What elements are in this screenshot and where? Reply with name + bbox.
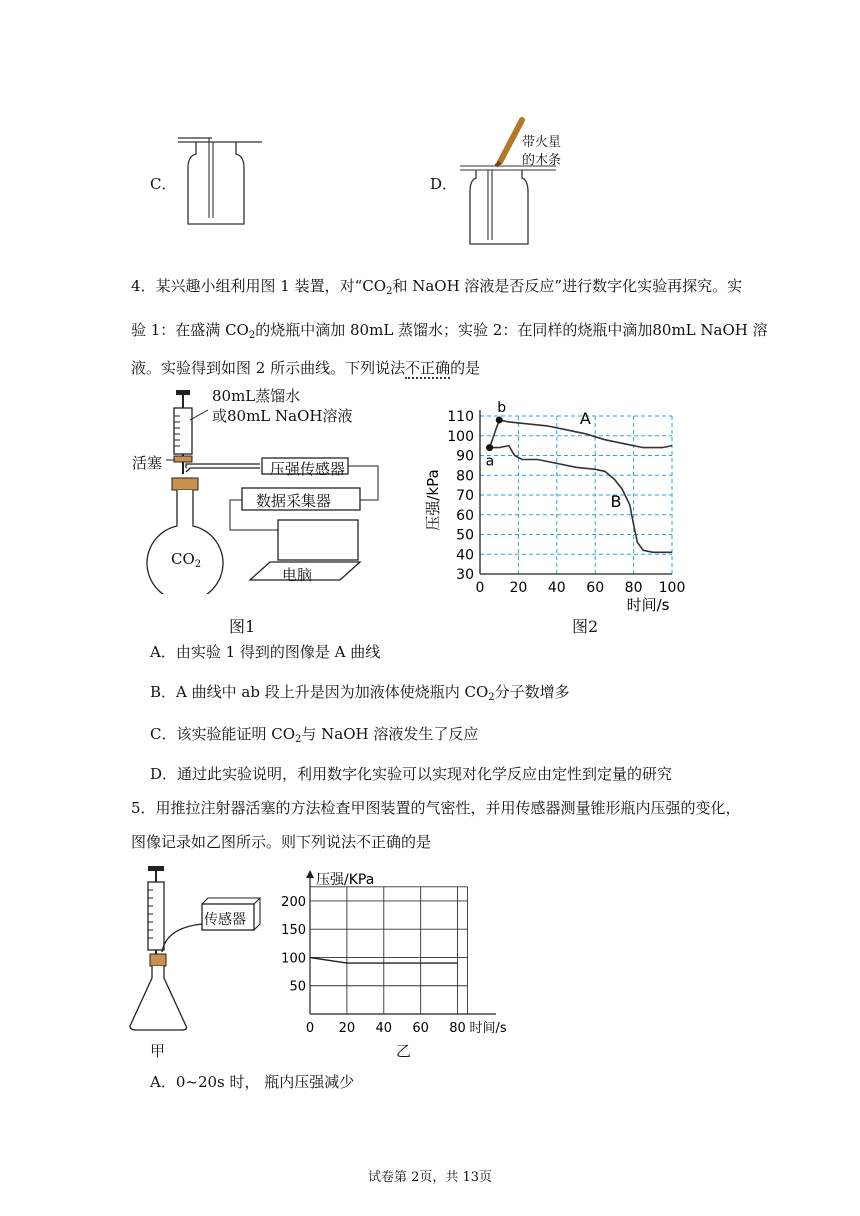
q4-stem-line-2: 验 1：在盛满 $CO_2$的烧瓶中滴加 80mL 蒸馏水；实验 2：在同样的烧瓶中滴加80mL NaOH 溶 [131, 321, 768, 341]
fig2-pressure-chart [420, 392, 710, 622]
x-tick-label: 20 [338, 1021, 356, 1036]
fig-yi-caption: 乙 [396, 1042, 412, 1060]
fig1-sensor-label: 压强传感器 [270, 460, 346, 478]
x-tick-label: 60 [412, 1021, 429, 1036]
fig2-caption: 图2 [572, 617, 599, 636]
x-tick-label: 0 [305, 1021, 315, 1036]
y-tick-label: 70 [456, 488, 474, 504]
fig-jia-sensor-label: 传感器 [204, 912, 246, 928]
q4-option-d: D．通过此实验说明，利用数字化实验可以实现对化学反应由定性到定量的研究 [150, 765, 673, 783]
y-tick-label: 100 [281, 951, 306, 967]
y-tick-label: 200 [281, 894, 306, 910]
page-footer: 试卷第 2页，共 13页 [367, 1170, 493, 1185]
q4-option-c: C．该实验能证明 $CO_2$与 NaOH 溶液发生了反应 [150, 725, 479, 745]
option-d-stick-label: 带火星 的木条 [522, 135, 562, 168]
y-axis-label: 压强/kPa [424, 469, 442, 531]
y-tick-label: 40 [456, 547, 474, 564]
option-c-label: C． [150, 175, 177, 193]
option-d-label: D． [430, 175, 458, 193]
fig1-syringe-label: 80mL蒸馏水 或80mL NaOH溶液 [212, 387, 353, 425]
x-tick-label: 60 [586, 580, 605, 596]
curve-b-label: B [610, 491, 622, 511]
q4-stem-line-3: 液。实验得到如图 2 所示曲线。下列说法不正确的是 [131, 359, 481, 377]
x-tick-label: 20 [509, 580, 528, 596]
q4-option-a: A．由实验 1 得到的图像是 A 曲线 [150, 643, 381, 661]
y-tick-label: 90 [456, 448, 474, 465]
q4-stem-line-1: 4．某兴趣小组利用图 1 装置，对“$CO_2$和 NaOH 溶液是否反应”进行数字化实验再探究。实 [131, 277, 743, 297]
fig1-stopcock-label: 活塞 [132, 454, 163, 472]
point-a-label: a [485, 453, 495, 470]
q5-option-a: A．0~20s 时， 瓶内压强减少 [150, 1073, 355, 1091]
point-b-label: b [497, 399, 507, 416]
point-a-marker [486, 444, 493, 451]
q5-stem-line-1: 5．用推拉注射器活塞的方法检查甲图装置的气密性，并用传感器测量锥形瓶内压强的变化， [131, 799, 741, 817]
series-B-line [490, 446, 672, 553]
fig-jia-caption: 甲 [150, 1042, 166, 1060]
y-tick-label: 50 [456, 527, 474, 544]
x-tick-label: 80 [624, 580, 643, 596]
fig-yi-pressure-chart [276, 866, 526, 1042]
fig1-computer-label: 电脑 [282, 566, 313, 584]
x-tick-label: 40 [547, 580, 566, 596]
y-tick-label: 80 [456, 468, 474, 485]
option-c-gas-bottle [176, 132, 266, 232]
y-tick-label: 50 [289, 979, 306, 995]
x-tick-label: 40 [375, 1021, 393, 1036]
x-tick-label: 0 [475, 580, 485, 596]
y-axis-arrow [306, 870, 314, 878]
fig1-caption: 图1 [229, 617, 256, 636]
y-tick-label: 60 [456, 507, 474, 524]
fig1-flask-label: $CO_2$ [171, 550, 202, 570]
curve-a-label: A [579, 408, 591, 428]
q5-stem-line-2: 图像记录如乙图所示。则下列说法不正确的是 [131, 833, 432, 851]
x-tick-label: 80 [449, 1021, 466, 1036]
y-tick-label: 100 [447, 428, 474, 445]
y-tick-label: 30 [456, 567, 474, 583]
y-tick-label: 150 [281, 923, 306, 939]
y-tick-label: 110 [447, 409, 474, 425]
q4-option-b: B．A 曲线中 ab 段上升是因为加液体使烧瓶内 $CO_2$分子数增多 [150, 683, 570, 703]
x-axis-label: 时间/s [626, 596, 670, 614]
x-axis-label: 时间/s [469, 1021, 507, 1036]
fig-jia-apparatus [126, 862, 266, 1040]
point-b-marker [496, 416, 503, 423]
fig1-collector-label: 数据采集器 [256, 492, 332, 510]
y-axis-label: 压强/KPa [316, 872, 375, 888]
x-tick-label: 100 [658, 580, 686, 596]
